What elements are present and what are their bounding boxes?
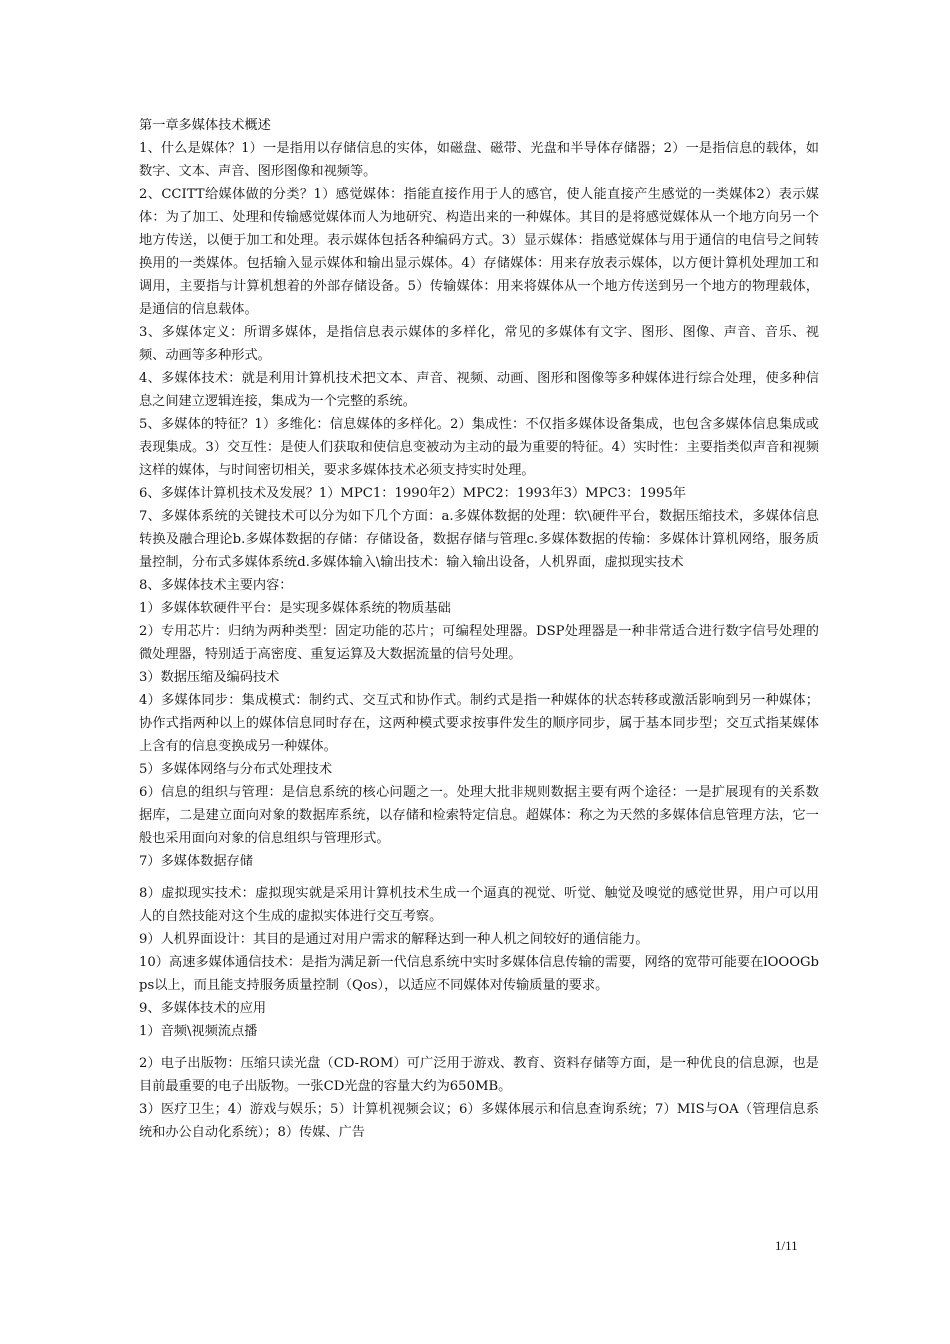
paragraph: 3）医疗卫生；4）游戏与娱乐；5）计算机视频会议；6）多媒体展示和信息查询系统；7）MIS与OA（管理信息系统和办公自动化系统）；8）传媒、广告	[139, 1102, 819, 1140]
paragraph: 4、多媒体技术：就是利用计算机技术把文本、声音、视频、动画、图形和图像等多种媒体进行综合处理，使多种信息之间建立逻辑连接，集成为一个完整的系统。	[139, 371, 819, 409]
paragraph: 5、多媒体的特征？1）多维化：信息媒体的多样化。2）集成性：不仅指多媒体设备集成，也包含多媒体信息集成或表现集成。3）交互性：是使人们获取和使信息变被动为主动的最为重要的特征。4）实时性：主要指类似声音和视频这样的媒体，与时间密切相关，要求多媒体技术必须支持实时处理。	[139, 417, 819, 478]
paragraph: 6）信息的组织与管理：是信息系统的核心问题之一。处理大批非规则数据主要有两个途径：一是扩展现有的关系数据库，二是建立面向对象的数据库系统，以存储和检索特定信息。超媒体：称之为天然的多媒体信息管理方法，它一般也采用面向对象的信息组织与管理形式。	[139, 785, 819, 846]
paragraph: 6、多媒体计算机技术及发展？1）MPC1：1990年2）MPC2：1993年3）MPC3：1995年	[139, 486, 686, 501]
paragraph: 1）音频\视频流点播	[139, 1024, 258, 1039]
paragraph: 2、CCITT给媒体做的分类？1）感觉媒体：指能直接作用于人的感官，使人能直接产生感觉的一类媒体2）表示媒体：为了加工、处理和传输感觉媒体而人为地研究、构造出来的一种媒体。其目的是将感觉媒体从一个地方向另一个地方传送，以便于加工和处理。表示媒体包括各种编码方式。3）显示媒体：指感觉媒体与用于通信的电信号之间转换用的一类媒体。包括输入显示媒体和输出显示媒体。4）存储媒体：用来存放表示媒体，以方便计算机处理加工和调用，主要指与计算机想着的外部存储设备。5）传输媒体：用来将媒体从一个地方传送到另一个地方的物理载体，是通信的信息载体。	[139, 187, 819, 317]
paragraph: 5）多媒体网络与分布式处理技术	[139, 762, 333, 777]
paragraph: 8）虚拟现实技术：虚拟现实就是采用计算机技术生成一个逼真的视觉、听觉、触觉及嗅觉的感觉世界，用户可以用人的自然技能对这个生成的虚拟实体进行交互考察。	[139, 886, 819, 924]
paragraph: 7）多媒体数据存储	[139, 854, 253, 869]
paragraph: 8、多媒体技术主要内容：	[139, 578, 293, 593]
paragraph: 3、多媒体定义：所谓多媒体，是指信息表示媒体的多样化，常见的多媒体有文字、图形、图像、声音、音乐、视频、动画等多种形式。	[139, 325, 819, 363]
paragraph: 1）多媒体软硬件平台：是实现多媒体系统的物质基础	[139, 601, 451, 616]
paragraph: 9）人机界面设计：其目的是通过对用户需求的解释达到一种人机之间较好的通信能力。	[139, 932, 649, 947]
paragraph: 2）专用芯片：归纳为两种类型：固定功能的芯片；可编程处理器。DSP处理器是一种非常适合进行数字信号处理的微处理器，特别适于高密度、重复运算及大数据流量的信号处理。	[139, 624, 819, 662]
document-body	[139, 114, 819, 1144]
chapter-title: 第一章多媒体技术概述	[139, 118, 271, 133]
paragraph: 4）多媒体同步：集成模式：制约式、交互式和协作式。制约式是指一种媒体的状态转移或激活影响到另一种媒体；协作式指两种以上的媒体信息同时存在，这两种模式要求按事件发生的顺序同步，属于基本同步型；交互式指某媒体上含有的信息变换成另一种媒体。	[139, 693, 819, 754]
paragraph: 3）数据压缩及编码技术	[139, 670, 280, 685]
paragraph: 9、多媒体技术的应用	[139, 1001, 267, 1016]
paragraph: 7、多媒体系统的关键技术可以分为如下几个方面：a.多媒体数据的处理：软\硬件平台，数据压缩技术，多媒体信息转换及融合理论b.多媒体数据的存储：存储设备，数据存储与管理c.多媒体数据的传输：多媒体计算机网络，服务质量控制，分布式多媒体系统d.多媒体输入\输出技术：输入输出设备，人机界面，虚拟现实技术	[139, 509, 819, 570]
paragraph: 2）电子出版物：压缩只读光盘（CD-ROM）可广泛用于游戏、教育、资料存储等方面，是一种优良的信息源，也是目前最重要的电子出版物。一张CD光盘的容量大约为650MB。	[139, 1056, 819, 1094]
page-number: 1/11	[775, 1238, 798, 1253]
paragraph: 1、什么是媒体？1）一是指用以存储信息的实体，如磁盘、磁带、光盘和半导体存储器；2）一是指信息的载体，如数字、文本、声音、图形图像和视频等。	[139, 141, 819, 179]
paragraph: 10）高速多媒体通信技术：是指为满足新一代信息系统中实时多媒体信息传输的需要，网络的宽带可能要在lOOOGbps以上，而且能支持服务质量控制（Qos），以适应不同媒体对传输质量的要求。	[139, 955, 819, 993]
